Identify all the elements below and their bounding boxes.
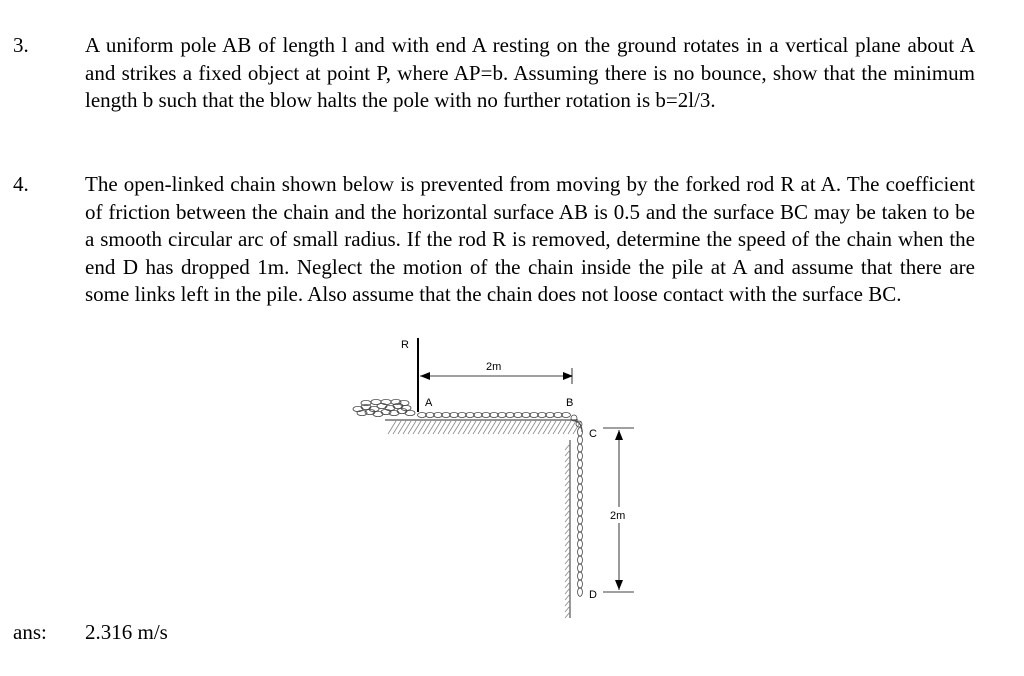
- label-c: C: [589, 428, 597, 440]
- answer-value: 2.316 m/s: [85, 620, 168, 644]
- question-3-text: A uniform pole AB of length l and with end A resting on the ground rotates in a vertical plane about A and strikes a fixed object at point P, where AP=b. Assuming there is no bounce, show that the minimum length b such that the blow halts the pole with no further rotation is b=2l/3.: [85, 33, 975, 112]
- question-3-number: 3.: [13, 33, 29, 57]
- question-4-text: The open-linked chain shown below is prevented from moving by the forked rod R at A. The coefficient of friction between the chain and the horizontal surface AB is 0.5 and the surface BC may be taken to be a smooth circular arc of small radius. If the rod R is removed, determine the speed of the chain when the end D has dropped 1m. Neglect the motion of the chain inside the pile at A and assume that there are some links left in the pile. Also assume that the chain does not loose contact with the surface BC.: [85, 172, 975, 306]
- label-b: B: [566, 397, 574, 409]
- label-r: R: [401, 339, 409, 351]
- label-d: D: [589, 589, 597, 601]
- surface-ab: [385, 420, 581, 434]
- surface-vertical: [565, 440, 570, 618]
- chain-vertical: [571, 415, 582, 596]
- dimension-vertical: [603, 428, 634, 592]
- dim-horizontal-label: 2m: [486, 361, 502, 373]
- chain-pile: [353, 399, 415, 416]
- label-a: A: [425, 397, 433, 409]
- chain-diagram: [340, 330, 650, 625]
- chain-horizontal: [418, 413, 571, 418]
- dim-vertical-label: 2m: [610, 510, 626, 522]
- question-4-number: 4.: [13, 172, 29, 196]
- dimension-horizontal: [420, 361, 572, 384]
- answer-label: ans:: [13, 620, 47, 644]
